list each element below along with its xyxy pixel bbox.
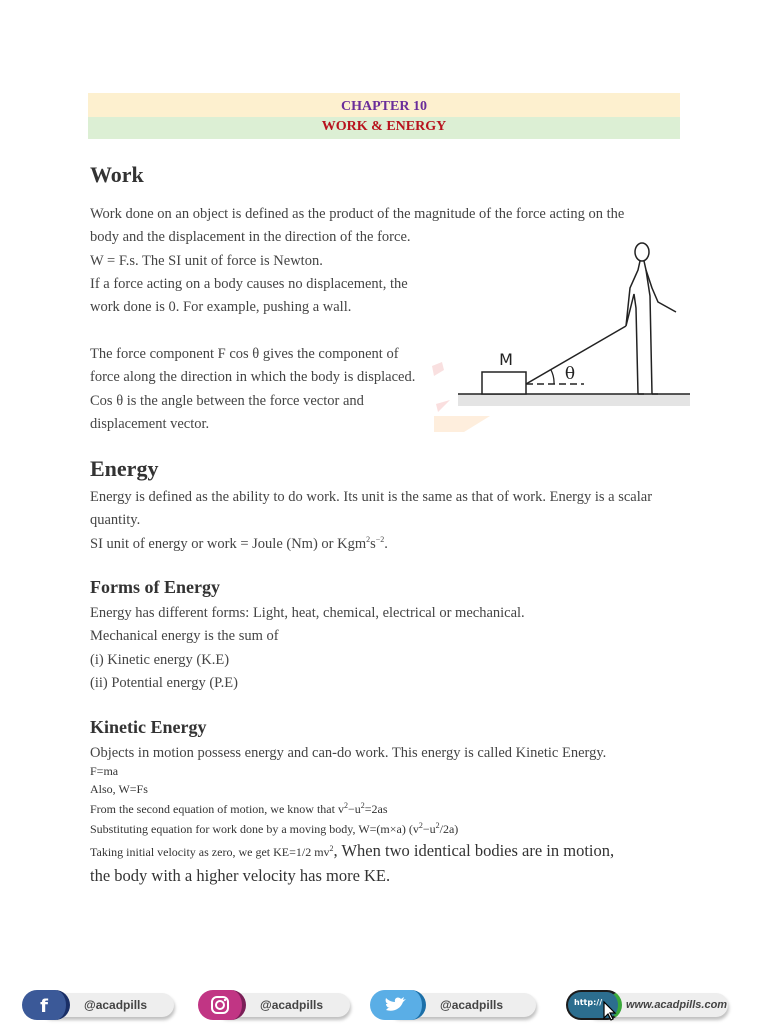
eq-text: =2as	[364, 802, 388, 816]
kinetic-intro: Objects in motion possess energy and can-do work. This energy is called Kinetic Energy.	[90, 745, 607, 761]
forms-paragraph	[90, 602, 525, 695]
eq-text: From the second equation of motion, we know that v	[90, 802, 344, 816]
si-text: .	[384, 535, 388, 552]
ke-superscript: 2	[329, 844, 334, 853]
facebook-handle: @acadpills	[40, 993, 174, 1017]
work-line: work done is 0. For example, pushing a wall.	[90, 299, 352, 316]
eq-text: −u	[422, 822, 436, 836]
work-line: Cos θ is the angle between the force vector and	[90, 392, 364, 409]
eq-superscript: 2	[418, 821, 423, 830]
work-line: force along the direction in which the body is displaced.	[90, 369, 416, 386]
work-line: The force component F cos θ gives the component of	[90, 346, 399, 362]
energy-line: quantity.	[90, 512, 141, 529]
energy-paragraph	[90, 486, 652, 556]
eq-text: Substituting equation for work done by a moving body, W=(m×a) (v	[90, 822, 419, 836]
ke-text: , When two identical bodies are in motion,	[333, 841, 615, 860]
chapter-banner	[88, 93, 680, 139]
decor-shape	[432, 362, 444, 376]
angle-arc	[551, 370, 554, 384]
equation-line: Also, W=Fs	[90, 782, 148, 796]
force-component-paragraph	[90, 343, 415, 436]
website-badge-text: http://	[574, 998, 603, 1007]
website-url: www.acadpills.com	[586, 993, 728, 1017]
forms-line: (ii) Potential energy (P.E)	[90, 674, 238, 691]
forms-line: (i) Kinetic energy (K.E)	[90, 651, 230, 668]
equation-line	[90, 820, 458, 838]
kinetic-equations	[90, 762, 458, 838]
kinetic-heading: Kinetic Energy	[90, 717, 207, 737]
eq-superscript: 2	[435, 821, 440, 830]
forms-heading: Forms of Energy	[90, 577, 220, 597]
work-diagram	[430, 236, 694, 436]
si-text: SI unit of energy or work = Joule (Nm) or Kgm	[90, 535, 367, 552]
instagram-link[interactable]	[198, 990, 350, 1020]
eq-superscript: 2	[360, 801, 365, 810]
website-icon	[566, 990, 622, 1020]
forms-line: Mechanical energy is the sum of	[90, 628, 279, 645]
eq-text: −u	[347, 802, 361, 816]
website-link[interactable]	[566, 990, 728, 1020]
person-figure	[626, 243, 676, 394]
energy-si-unit	[90, 533, 652, 556]
decor-shape	[436, 400, 450, 412]
twitter-link[interactable]	[370, 990, 536, 1020]
mass-box	[482, 372, 526, 394]
rope	[526, 326, 626, 384]
work-line: If a force acting on a body causes no displacement, the	[90, 275, 408, 292]
work-line: W = F.s. The SI unit of force is Newton.	[90, 252, 323, 269]
conclusion-line: the body with a higher velocity has more KE.	[90, 866, 391, 885]
social-footer	[0, 986, 768, 1024]
si-superscript: −2	[375, 534, 385, 544]
si-superscript: 2	[366, 534, 371, 544]
angle-label: θ	[564, 364, 576, 384]
twitter-icon	[370, 990, 426, 1020]
energy-line: Energy is defined as the ability to do work. Its unit is the same as that of work. Energy is a scalar	[90, 489, 653, 505]
instagram-icon	[198, 990, 246, 1020]
ground	[458, 394, 690, 406]
twitter-handle: @acadpills	[388, 993, 536, 1017]
work-line: displacement vector.	[90, 415, 210, 432]
cursor-icon	[602, 1000, 618, 1022]
energy-heading: Energy	[90, 456, 159, 481]
facebook-link[interactable]	[22, 990, 174, 1020]
ke-text: Taking initial velocity as zero, we get KE=1/2 mv	[90, 845, 330, 859]
svg-text:f: f	[40, 996, 48, 1017]
chapter-number: CHAPTER 10	[88, 93, 680, 117]
equation-line	[90, 800, 458, 818]
decor-shape	[434, 416, 490, 432]
work-line: body and the displacement in the direction of the force.	[90, 229, 411, 246]
eq-superscript: 2	[343, 801, 348, 810]
si-text: s	[370, 535, 376, 552]
instagram-handle: @acadpills	[216, 993, 350, 1017]
facebook-icon	[22, 990, 70, 1020]
work-line: Work done on an object is defined as the product of the magnitude of the force acting on the	[90, 206, 625, 222]
kinetic-conclusion	[90, 839, 614, 888]
eq-text: /2a)	[439, 822, 459, 836]
work-heading: Work	[90, 162, 144, 187]
equation-line: F=ma	[90, 764, 119, 778]
forms-line: Energy has different forms: Light, heat, chemical, electrical or mechanical.	[90, 605, 525, 621]
mass-label: M	[499, 350, 513, 369]
conclusion-line	[90, 839, 614, 864]
chapter-title: WORK & ENERGY	[88, 117, 680, 139]
